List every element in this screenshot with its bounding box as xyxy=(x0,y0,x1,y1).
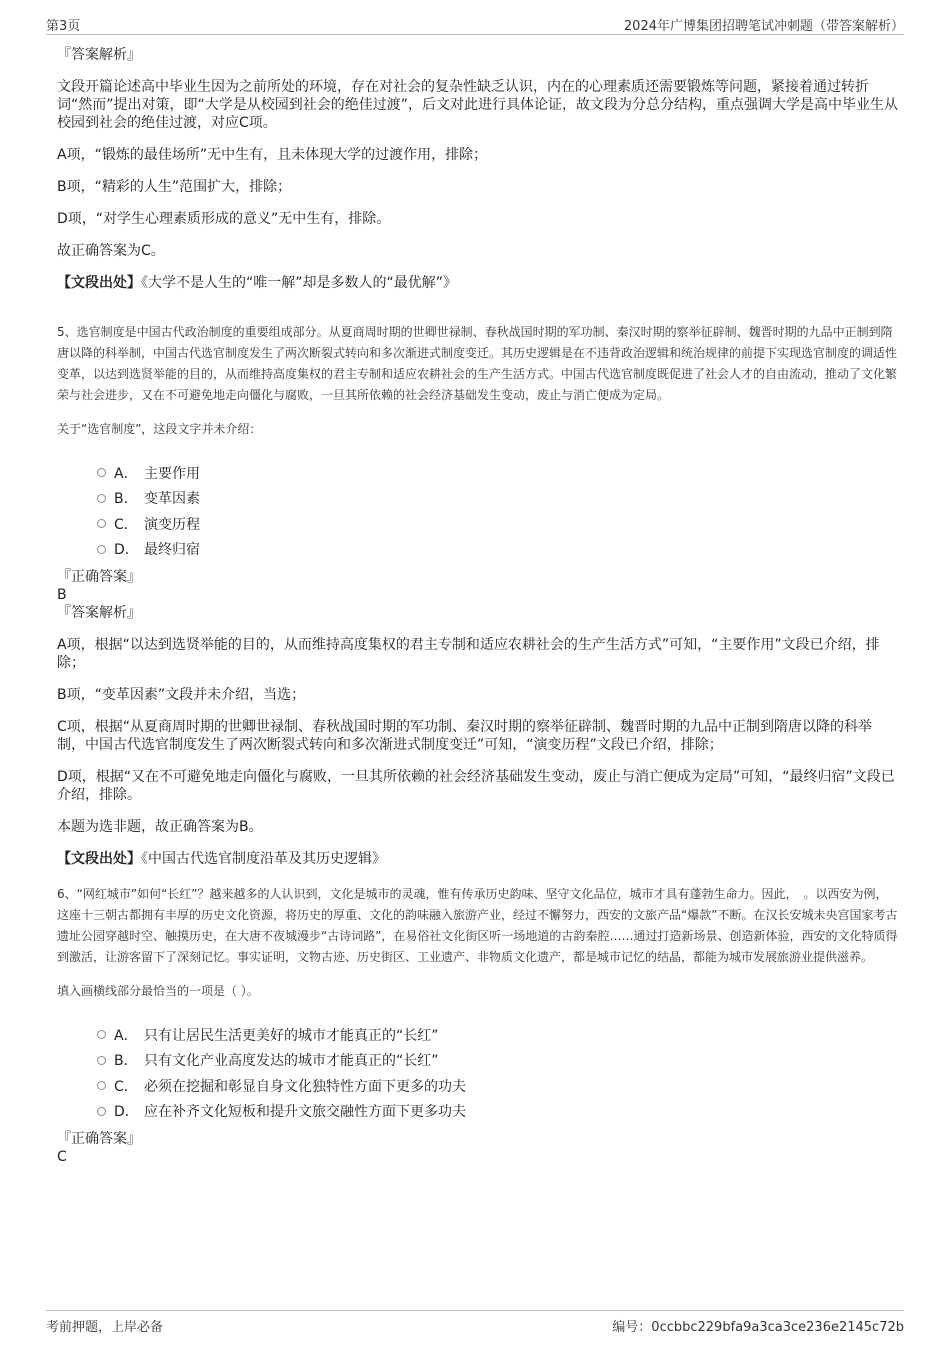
option-letter: B． xyxy=(114,1053,138,1070)
q6-option-a[interactable] xyxy=(97,1022,898,1048)
q5-option-d[interactable] xyxy=(97,537,898,563)
q5-option-c[interactable] xyxy=(97,511,898,537)
q5-conclusion: 本题为选非题，故正确答案为B。 xyxy=(57,819,263,835)
question-5-text: 5、选官制度是中国古代政治制度的重要组成部分。从夏商周时期的世卿世禄制、春秋战国时期的军功制、秦汉时期的察举征辟制、魏晋时期的九品中正制到隋唐以降的科举制，中国古代选官制度发生了两次断裂式转向和多次渐进式制度变迁。其历史逻辑是在不违背政治逻辑和统治规律的前提下实现选官制度的调适性变革，以达到选贤举能的目的，从而维持高度集权的君主专制和适应农耕社会的生产生活方式。中国古代选官制度既促进了社会人才的自由流动，推动了文化繁荣与社会进步，又在不可避免地走向僵化与腐败，一旦其所依赖的社会经济基础发生变动，废止与消亡便成为定局。 xyxy=(57,325,898,402)
q4-source-title: 《大学不是人生的“唯一解”却是多数人的“最优解”》 xyxy=(141,275,458,291)
option-text: 变革因素 xyxy=(144,491,200,508)
radio-icon[interactable] xyxy=(97,1107,106,1116)
q5-analysis-label: 『答案解析』 xyxy=(57,605,141,621)
radio-icon[interactable] xyxy=(97,468,106,477)
radio-icon[interactable] xyxy=(97,1056,106,1065)
radio-icon[interactable] xyxy=(97,545,106,554)
option-text: 必须在挖掘和彰显自身文化独特性方面下更多的功夫 xyxy=(144,1078,466,1095)
q6-option-b[interactable] xyxy=(97,1048,898,1074)
option-text: 只有文化产业高度发达的城市才能真正的“长红” xyxy=(144,1053,439,1070)
page-header xyxy=(46,14,904,35)
q6-option-d[interactable] xyxy=(97,1099,898,1125)
q5-source-label: 【文段出处】 xyxy=(57,851,141,867)
q6-answer: C xyxy=(57,1149,67,1165)
page-footer xyxy=(46,1310,904,1337)
radio-icon[interactable] xyxy=(97,1081,106,1090)
q4-analysis-d: D项，“对学生心理素质形成的意义”无中生有，排除。 xyxy=(57,211,391,227)
q4-analysis-main: 文段开篇论述高中毕业生因为之前所处的环境，存在对社会的复杂性缺乏认识，内在的心理素质还需要锻炼等问题，紧接着通过转折词“然而”提出对策，即“大学是从校园到社会的绝佳过渡”，后文对此进行具体论证，故文段为分总分结构，重点强调大学是高中毕业生从校园到社会的绝佳过渡，对应C项。 xyxy=(57,79,899,131)
option-text: 演变历程 xyxy=(144,516,200,533)
option-letter: A． xyxy=(114,465,138,482)
option-text: 应在补齐文化短板和提升文旅交融性方面下更多功夫 xyxy=(144,1104,466,1121)
page-number: 第3页 xyxy=(46,19,81,34)
question-5-prompt: 关于“选官制度”，这段文字并未介绍： xyxy=(57,422,262,436)
option-letter: D． xyxy=(114,542,139,559)
option-letter: D． xyxy=(114,1104,139,1121)
option-text: 只有让居民生活更美好的城市才能真正的“长红” xyxy=(144,1027,439,1044)
q4-source xyxy=(57,274,898,292)
q5-source xyxy=(57,850,898,868)
radio-icon[interactable] xyxy=(97,519,106,528)
q5-option-b[interactable] xyxy=(97,486,898,512)
question-5-options xyxy=(97,460,898,562)
q5-analysis-a: A项，根据“以达到选贤举能的目的，从而维持高度集权的君主专制和适应农耕社会的生产生活方式”可知，“主要作用”文段已介绍，排除； xyxy=(57,637,880,671)
q6-option-c[interactable] xyxy=(97,1073,898,1099)
option-letter: C． xyxy=(114,516,138,533)
q4-analysis-a: A项，“锻炼的最佳场所”无中生有，且未体现大学的过渡作用，排除； xyxy=(57,147,488,163)
document-title: 2024年广博集团招聘笔试冲刺题（带答案解析） xyxy=(623,19,904,34)
q5-source-title: 《中国古代选官制度沿革及其历史逻辑》 xyxy=(141,851,386,867)
q4-analysis-b: B项，“精彩的人生”范围扩大，排除； xyxy=(57,179,292,195)
q5-analysis-d: D项，根据“又在不可避免地走向僵化与腐败，一旦其所依赖的社会经济基础发生变动，废止与消亡便成为定局”可知，“最终归宿”文段已介绍，排除。 xyxy=(57,769,895,803)
q5-answer-label: 『正确答案』 xyxy=(57,569,141,585)
radio-icon[interactable] xyxy=(97,494,106,503)
question-6-prompt: 填入画横线部分最恰当的一项是（ ）。 xyxy=(57,984,259,998)
q4-source-label: 【文段出处】 xyxy=(57,275,141,291)
radio-icon[interactable] xyxy=(97,1030,106,1039)
q5-answer: B xyxy=(57,587,67,603)
q5-analysis-c: C项，根据“从夏商周时期的世卿世禄制、春秋战国时期的军功制、秦汉时期的察举征辟制、魏晋时期的九品中正制到隋唐以降的科举制，中国古代选官制度发生了两次断裂式转向和多次渐进式制度变迁”可知，“演变历程”文段已介绍，排除； xyxy=(57,719,873,753)
q6-answer-label: 『正确答案』 xyxy=(57,1131,141,1147)
option-text: 主要作用 xyxy=(144,465,200,482)
q4-analysis-label: 『答案解析』 xyxy=(57,47,141,63)
q4-conclusion: 故正确答案为C。 xyxy=(57,243,165,259)
document-serial: 编号：0ccbbc229bfa9a3ca3ce236e2145c72b xyxy=(612,1320,904,1335)
q5-option-a[interactable] xyxy=(97,460,898,486)
option-letter: C． xyxy=(114,1078,138,1095)
q5-analysis-b: B项，“变革因素”文段并未介绍，当选； xyxy=(57,687,306,703)
option-text: 最终归宿 xyxy=(144,542,200,559)
page-content xyxy=(57,46,898,1166)
question-6-text: 6、“网红城市”如何“长红”？越来越多的人认识到，文化是城市的灵魂，惟有传承历史韵味、坚守文化品位，城市才具有蓬勃生命力。因此， 。以西安为例，这座十三朝古都拥有丰厚的历史文化资源，将历史的厚重、文化的韵味融入旅游产业，经过不懈努力，西安的文旅产品“爆款”不断。在汉长安城未央宫国家考古遗址公园穿越时空、触摸历史，在大唐不夜城漫步“古诗词路”，在易俗社文化街区听一场地道的古韵秦腔……通过打造新场景、创造新体验，西安的文化特质得到激活，让游客留下了深刻记忆。事实证明，文物古迹、历史街区、工业遗产、非物质文化遗产，都是城市记忆的结晶，都能为城市发展旅游业提供滋养。 xyxy=(57,887,898,964)
question-6-options xyxy=(97,1022,898,1124)
footer-slogan: 考前押题，上岸必备 xyxy=(46,1320,164,1335)
option-letter: B． xyxy=(114,491,138,508)
option-letter: A． xyxy=(114,1027,138,1044)
